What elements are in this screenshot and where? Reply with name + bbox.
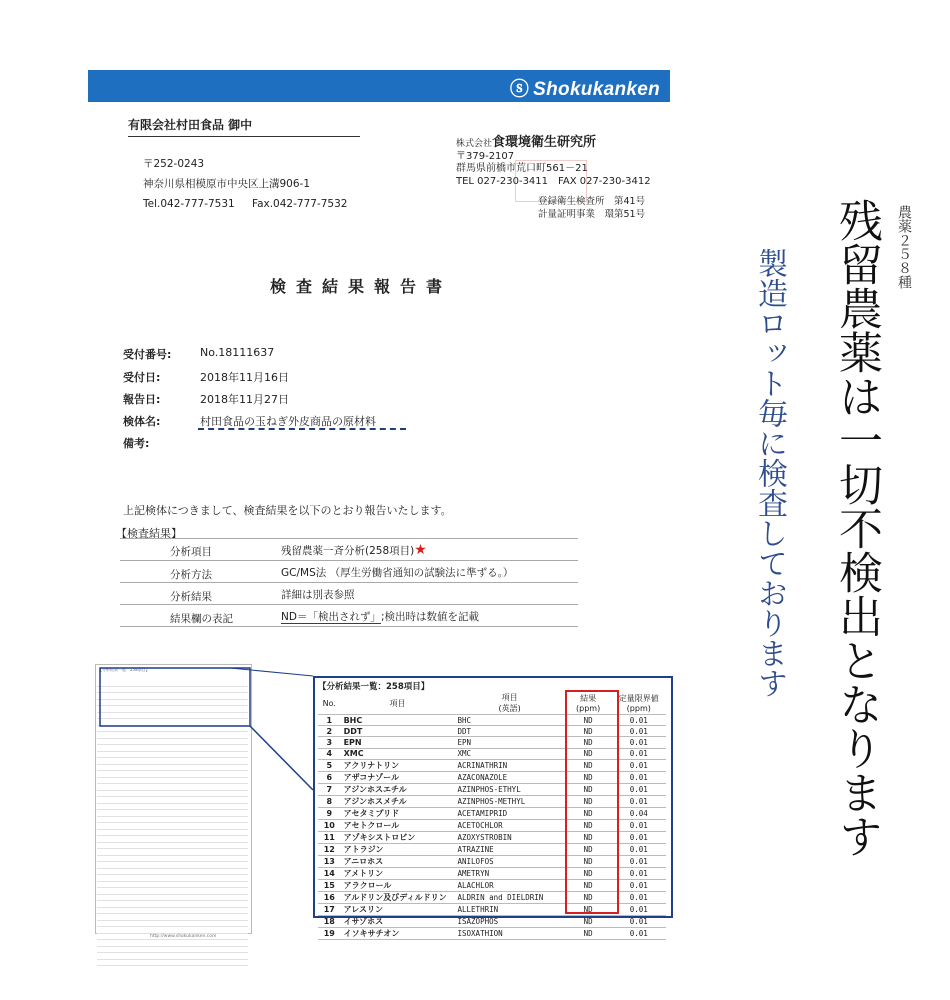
cell-result: ND — [565, 879, 612, 891]
result-label-notation: 結果欄の表記 — [170, 613, 233, 625]
lab-name: 食環境衛生研究所 — [492, 135, 597, 150]
cell-result: ND — [565, 831, 612, 843]
field-label-remarks: 備考: — [123, 437, 150, 450]
cell-item-en: AZACONAZOLE — [455, 771, 565, 783]
cell-result: ND — [565, 783, 612, 795]
cell-limit: 0.01 — [612, 927, 666, 939]
cell-item: アセトクロール — [341, 819, 455, 831]
mini-sheet-url: http://www.shokukanken.com — [150, 934, 217, 939]
cell-item: アザコナゾール — [341, 771, 455, 783]
cell-limit: 0.01 — [612, 737, 666, 748]
cell-limit: 0.01 — [612, 726, 666, 737]
cell-item-en: AZINPHOS-ETHYL — [455, 783, 565, 795]
field-label-report-date: 報告日: — [123, 393, 161, 406]
cell-item: アメトリン — [341, 867, 455, 879]
cell-item-en: AZINPHOS-METHYL — [455, 795, 565, 807]
mini-sheet-title: 【分析結果一覧：258項目】 — [98, 667, 150, 672]
cell-item-en: BHC — [455, 715, 565, 726]
cell-no: 11 — [318, 831, 341, 843]
recipient-postal: 〒252-0243 — [143, 158, 205, 170]
report-title: 検査結果報告書 — [270, 277, 453, 296]
field-value-receipt-date: 2018年11月16日 — [200, 371, 289, 384]
cell-item: アセタミプリド — [341, 807, 455, 819]
cell-no: 9 — [318, 807, 341, 819]
slogan-main: 残留農薬は一切不検出となります — [831, 198, 882, 858]
cell-no: 2 — [318, 726, 341, 737]
cell-limit: 0.04 — [612, 807, 666, 819]
cell-item: アラクロール — [341, 879, 455, 891]
cell-no: 15 — [318, 879, 341, 891]
cell-no: 5 — [318, 759, 341, 771]
recipient-address: 神奈川県相模原市中央区上溝906-1 — [143, 178, 311, 190]
cell-no: 16 — [318, 891, 341, 903]
cell-no: 18 — [318, 915, 341, 927]
cell-result: ND — [565, 726, 612, 737]
cell-item-en: ANILOFOS — [455, 855, 565, 867]
cell-limit: 0.01 — [612, 795, 666, 807]
cell-no: 8 — [318, 795, 341, 807]
lab-tel-fax: TEL 027-230-3411 FAX 027-230-3412 — [456, 175, 651, 187]
col-limit-label: 定量限界値 — [618, 694, 659, 703]
cell-limit: 0.01 — [612, 783, 666, 795]
cell-item-en: ALACHLOR — [455, 879, 565, 891]
lab-registration-2: 計量証明事業 環第51号 — [538, 208, 646, 220]
cell-item-en: ACETOCHLOR — [455, 819, 565, 831]
cell-no: 4 — [318, 748, 341, 759]
cell-result: ND — [565, 855, 612, 867]
cell-result: ND — [565, 795, 612, 807]
cell-item: アジンホスメチル — [341, 795, 455, 807]
col-result-unit: (ppm) — [576, 704, 601, 713]
cell-limit: 0.01 — [612, 831, 666, 843]
cell-result: ND — [565, 867, 612, 879]
cell-item: アトラジン — [341, 843, 455, 855]
brand-name: Shokukanken — [533, 79, 660, 100]
cell-item: EPN — [341, 737, 455, 748]
col-item-en-label: 項目 — [501, 693, 518, 702]
slogan-blue: 製造ロット毎に検査しております — [752, 248, 787, 698]
cell-no: 10 — [318, 819, 341, 831]
cell-limit: 0.01 — [612, 903, 666, 915]
col-no: No. — [318, 692, 341, 715]
field-label-receipt-no: 受付番号: — [123, 348, 172, 361]
slogan-small: 農薬２５８種 — [896, 205, 912, 289]
col-item: 項目 — [341, 692, 455, 715]
cell-item: BHC — [341, 715, 455, 726]
cell-item-en: ATRAZINE — [455, 843, 565, 855]
cell-no: 13 — [318, 855, 341, 867]
cell-limit: 0.01 — [612, 891, 666, 903]
cell-item: DDT — [341, 726, 455, 737]
col-limit-unit: (ppm) — [626, 704, 651, 713]
analysis-item-text: 残留農薬一斉分析(258項目) — [281, 545, 415, 557]
cell-limit: 0.01 — [612, 759, 666, 771]
recipient-fax: Fax.042-777-7532 — [252, 198, 348, 210]
cell-result: ND — [565, 715, 612, 726]
cell-no: 1 — [318, 715, 341, 726]
logo-mark-icon: ⓢ — [509, 79, 530, 100]
lab-postal: 〒379-2107 — [456, 150, 515, 162]
nd-definition: ND＝「検出されず」 — [281, 611, 381, 623]
result-label-item: 分析項目 — [170, 546, 212, 558]
cell-limit: 0.01 — [612, 715, 666, 726]
cell-item-en: DDT — [455, 726, 565, 737]
cell-limit: 0.01 — [612, 748, 666, 759]
cell-limit: 0.01 — [612, 879, 666, 891]
cell-item-en: ACETAMIPRID — [455, 807, 565, 819]
cell-no: 14 — [318, 867, 341, 879]
cell-item: アルドリン及びディルドリン — [341, 891, 455, 903]
field-value-receipt-no: No.18111637 — [200, 346, 275, 359]
cell-item-en: ALDRIN and DIELDRIN — [455, 891, 565, 903]
result-label-result: 分析結果 — [170, 591, 212, 603]
field-label-receipt-date: 受付日: — [123, 371, 161, 384]
cell-result: ND — [565, 737, 612, 748]
field-value-report-date: 2018年11月27日 — [200, 393, 289, 406]
recipient-company: 有限会社村田食品 御中 — [128, 116, 360, 137]
cell-limit: 0.01 — [612, 819, 666, 831]
cell-result: ND — [565, 927, 612, 939]
cell-item-en: EPN — [455, 737, 565, 748]
result-column-highlight — [565, 690, 619, 914]
cell-item-en: ACRINATHRIN — [455, 759, 565, 771]
field-value-sample: 村田食品の玉ねぎ外皮商品の原材料 — [200, 415, 376, 428]
cell-item-en: ALLETHRIN — [455, 903, 565, 915]
lab-registration-1: 登録衛生検査所 第41号 — [538, 196, 646, 207]
cell-result: ND — [565, 891, 612, 903]
lab-prefix: 株式会社 — [456, 139, 493, 149]
cell-result: ND — [565, 903, 612, 915]
cell-item-en: AMETRYN — [455, 867, 565, 879]
cell-limit: 0.01 — [612, 855, 666, 867]
cell-item-en: AZOXYSTROBIN — [455, 831, 565, 843]
cell-result: ND — [565, 748, 612, 759]
cell-result: ND — [565, 807, 612, 819]
star-icon: ★ — [414, 542, 427, 558]
zoom-title: 【分析結果一覧：258項目】 — [318, 682, 430, 692]
table-row — [318, 915, 666, 927]
cell-limit: 0.01 — [612, 915, 666, 927]
col-limit — [612, 692, 666, 715]
cell-item: アジンホスエチル — [341, 783, 455, 795]
cell-item: アクリナトリン — [341, 759, 455, 771]
table-row — [318, 927, 666, 939]
cell-item: XMC — [341, 748, 455, 759]
cell-item: アニロホス — [341, 855, 455, 867]
cell-no: 6 — [318, 771, 341, 783]
cell-no: 17 — [318, 903, 341, 915]
cell-result: ND — [565, 771, 612, 783]
col-item-en-sub: (英語) — [498, 704, 521, 713]
field-label-sample: 検体名: — [123, 415, 161, 428]
cell-no: 12 — [318, 843, 341, 855]
cell-result: ND — [565, 819, 612, 831]
cell-item: アゾキシストロビン — [341, 831, 455, 843]
cell-item-en: ISOXATHION — [455, 927, 565, 939]
result-label-method: 分析方法 — [170, 569, 212, 581]
cell-item-en: ISAZOPHOS — [455, 915, 565, 927]
section-heading: 【検査結果】 — [116, 527, 182, 540]
cell-limit: 0.01 — [612, 843, 666, 855]
intro-text: 上記検体につきまして、検査結果を以下のとおり報告いたします。 — [123, 504, 452, 517]
cell-no: 19 — [318, 927, 341, 939]
cell-limit: 0.01 — [612, 867, 666, 879]
col-result-label: 結果 — [580, 694, 597, 703]
zoom-result-panel — [313, 676, 673, 938]
cell-no: 3 — [318, 737, 341, 748]
result-value-method: GC/MS法 （厚生労働省通知の試験法に準ずる。） — [281, 567, 514, 579]
cell-result: ND — [565, 915, 612, 927]
recipient-phone: Tel.042-777-7531 — [143, 198, 235, 210]
cell-limit: 0.01 — [612, 771, 666, 783]
cell-no: 7 — [318, 783, 341, 795]
cell-item: イソキサチオン — [341, 927, 455, 939]
nd-note: ;検出時は数値を記載 — [380, 611, 479, 623]
cell-item: イサゾホス — [341, 915, 455, 927]
cell-item-en: XMC — [455, 748, 565, 759]
lab-address: 群馬県前橋市荒口町561－21 — [456, 163, 588, 174]
cell-result: ND — [565, 843, 612, 855]
result-value-result: 詳細は別表参照 — [281, 589, 355, 601]
cell-result: ND — [565, 759, 612, 771]
col-item-en — [455, 692, 565, 715]
cell-item: アレスリン — [341, 903, 455, 915]
